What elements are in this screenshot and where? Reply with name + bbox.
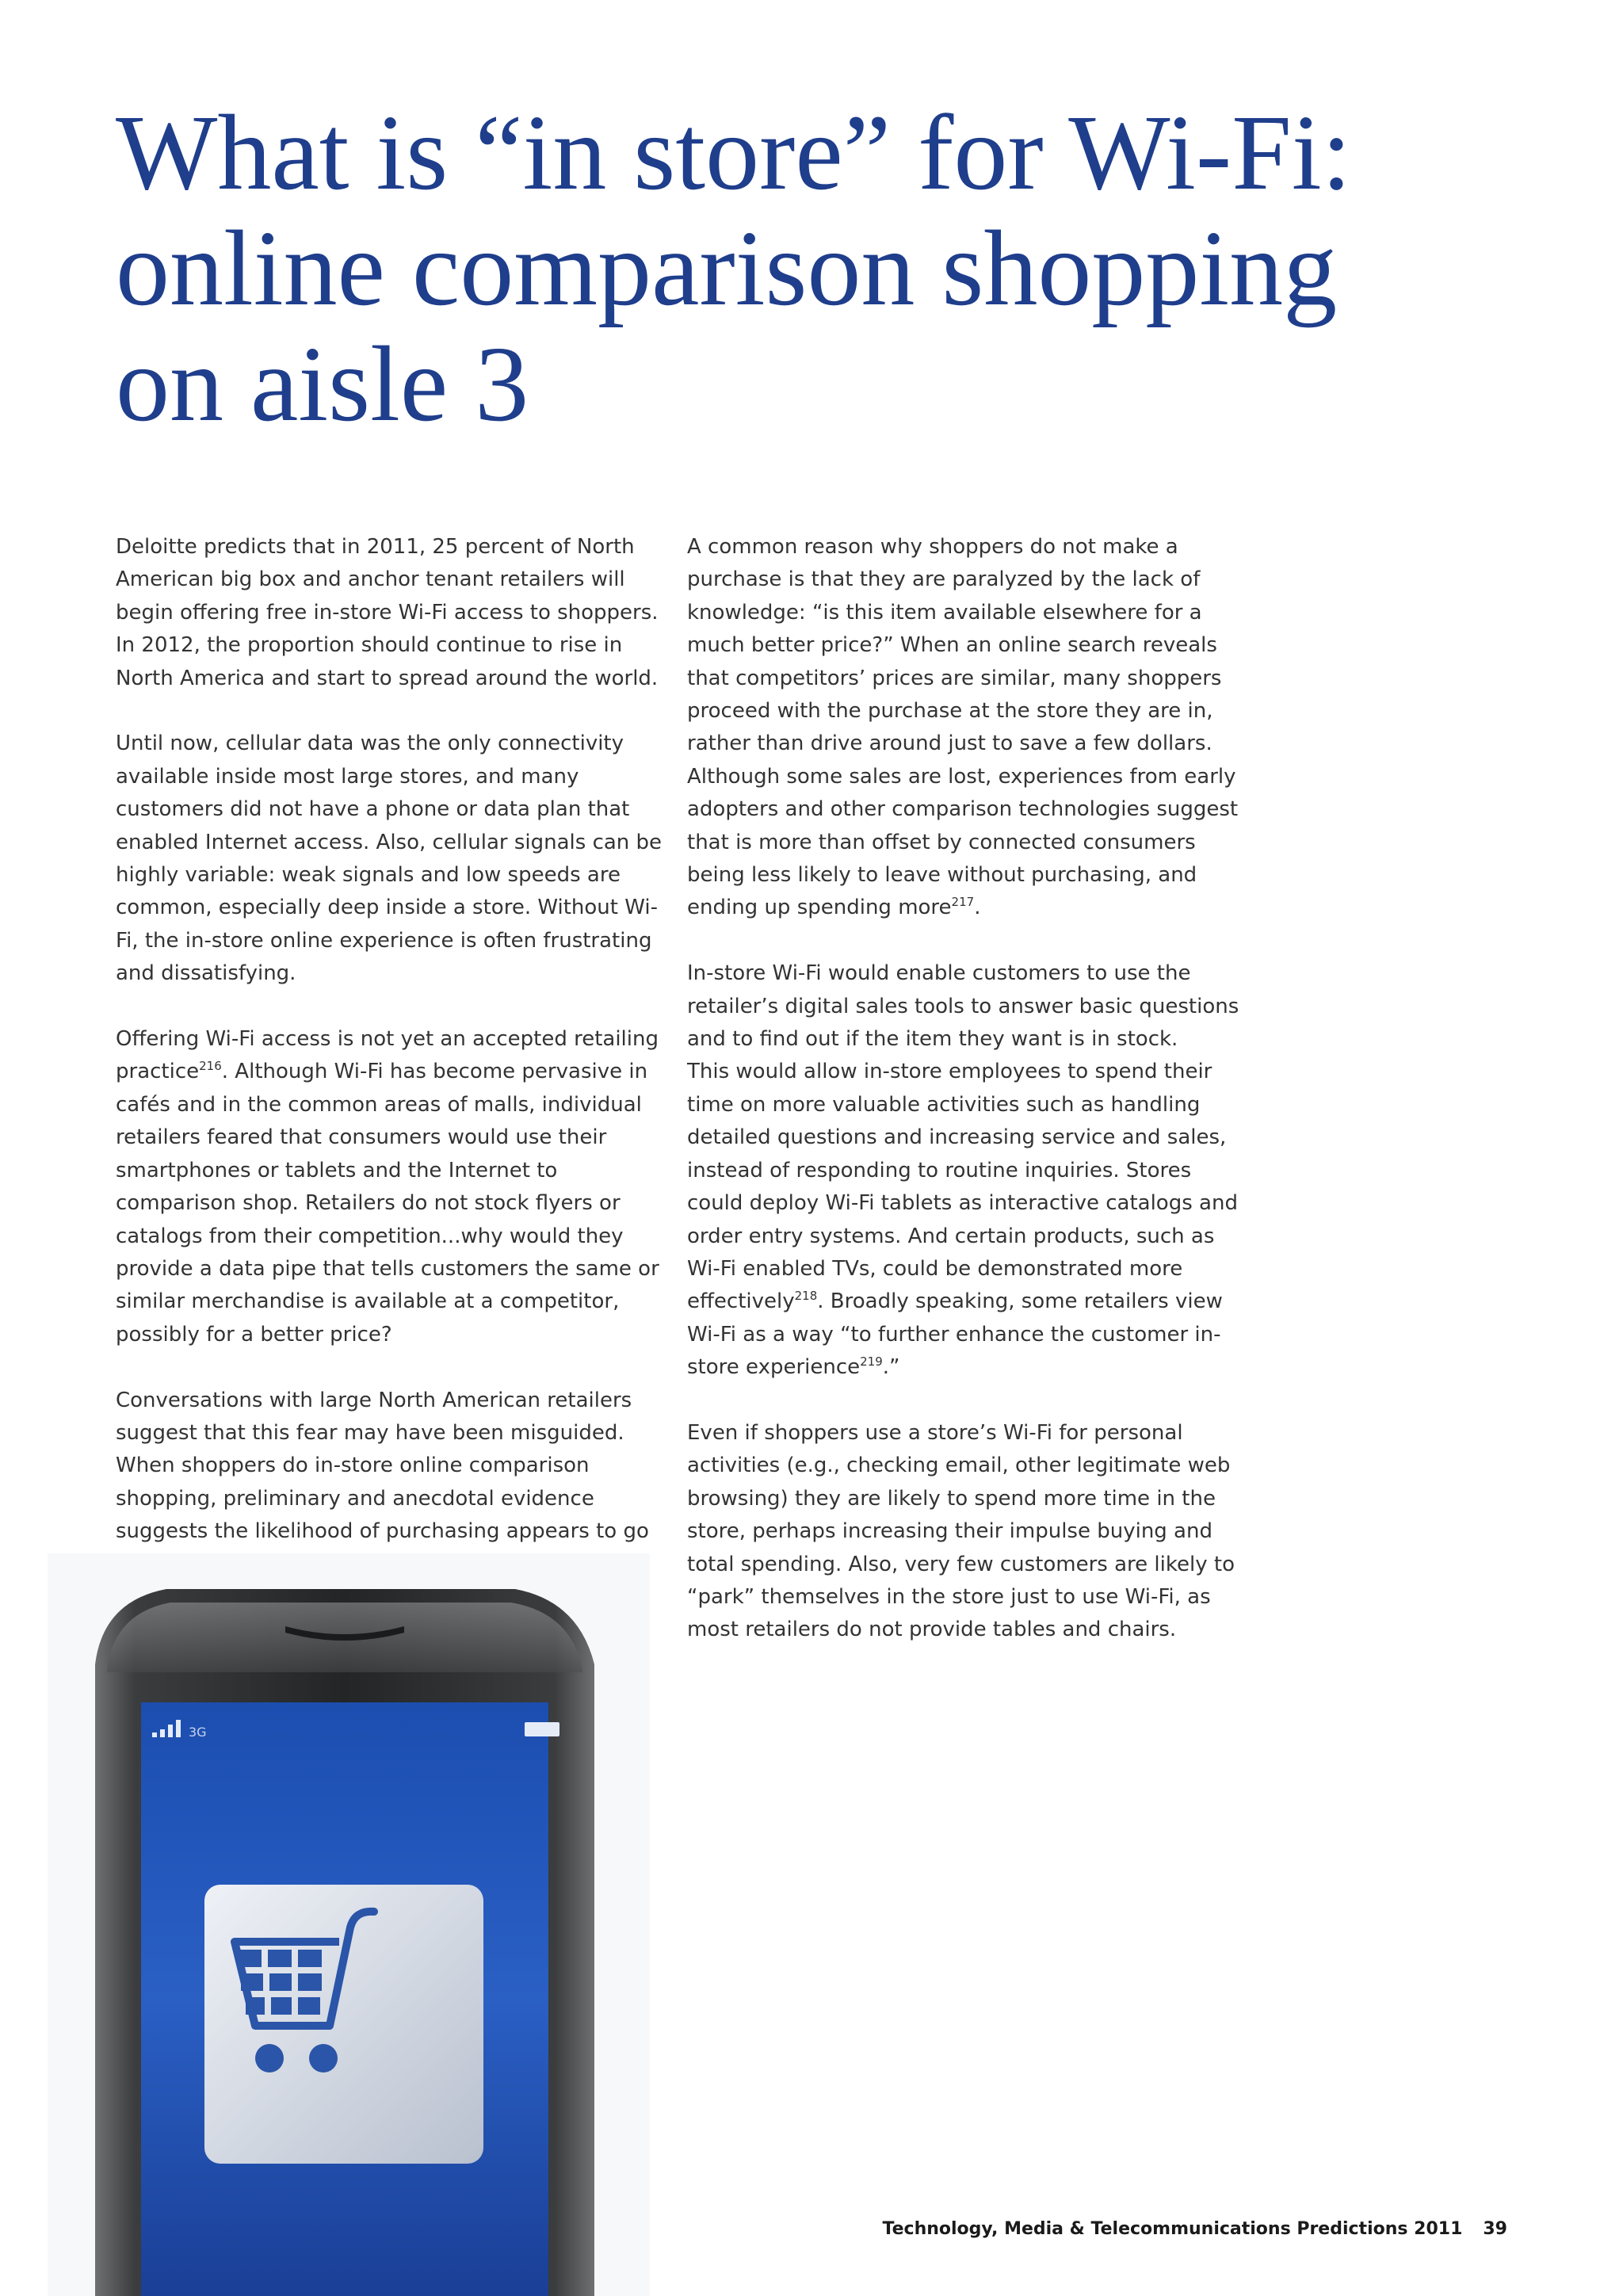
left-paragraph-3-text-b: . Although Wi-Fi has become pervasive in cafés and in the common areas of malls, individual retailers feared that consumers would use their smartphones or tablets and the Internet to comparison shop. Retailers do not stock flyers or catalogs from their competition...why would they provide a data pipe that tells customers the same or similar merchandise is available at a competitor, possibly for a better price?	[116, 1060, 659, 1347]
page-footer	[883, 2219, 1507, 2239]
right-paragraph-1	[687, 531, 1242, 925]
footnote-ref-219: 219	[860, 1354, 883, 1370]
left-paragraph-4: Conversations with large North American retailers suggest that this fear may have been misguided. When shoppers do in-store online comparison shopping, preliminary and anecdotal evidence suggests the likelihood of purchasing appears to go	[116, 1388, 649, 1544]
left-paragraph-1: Deloitte predicts that in 2011, 25 percent of North American big box and anchor tenant retailers will begin offering free in-store Wi-Fi access to shoppers. In 2012, the proportion should continue to rise in North America and start to spread around the world.	[116, 535, 659, 690]
footnote-ref-218: 218	[794, 1289, 818, 1304]
footnote-ref-217: 217	[951, 895, 975, 910]
left-column	[116, 531, 663, 1614]
page-title	[116, 95, 1463, 442]
smartphone-illustration	[48, 1553, 650, 2296]
left-paragraph-3	[116, 1023, 663, 1351]
footnote-ref-216: 216	[199, 1059, 222, 1074]
page-number: 39	[1483, 2219, 1507, 2239]
right-paragraph-2-text-a: In-store Wi-Fi would enable customers to use the retailer’s digital sales tools to answer basic questions and to find out if the item they want is in stock.	[687, 961, 1239, 1052]
left-paragraph-3-text-a: Offering Wi-Fi access is not yet an accepted retailing practice	[116, 1027, 659, 1084]
left-paragraph-2: Until now, cellular data was the only connectivity available inside most large stores, and many customers did not have a phone or data plan that enabled Internet access. Also, cellular signals can be highly variable: weak signals and low speeds are common, especially deep inside a store. Without Wi-Fi, the in-store online experience is often frustrating and dissatisfying.	[116, 732, 663, 986]
publication-title: Technology, Media & Telecommunications Predictions 2011	[882, 2219, 1463, 2239]
title-line-1: What is “in store” for Wi-Fi:	[116, 94, 1352, 212]
smartphone-graphic	[48, 1553, 650, 2296]
right-paragraph-1-text-a: A common reason why shoppers do not make a purchase is that they are paralyzed by the lack of knowledge: “is this item available elsewhere for a much better price?” When an online search reveals that competitors’ prices are similar, many shoppers proceed with the purchase at the store they are in, rather than drive around just to save a few dollars. Although some sales are lost, experiences from early adopters and other comparison technologies suggest that is more than offset by connected consumers being less likely to leave without purchasing, and ending up spending more	[687, 535, 1239, 920]
title-line-2: online comparison shopping	[116, 209, 1338, 328]
right-paragraph-1-text-b: .	[974, 896, 981, 920]
right-paragraph-2	[687, 957, 1242, 1384]
right-paragraph-2-text-b: This would allow in-store employees to spend their time on more valuable activities such as handling detailed questions and increasing service and sales, instead of responding to routine inquiries. Stores could deploy Wi-Fi tablets as interactive catalogs and order entry systems. And certain products, such as Wi-Fi enabled TVs, could be demonstrated more effectively	[687, 1060, 1238, 1314]
right-paragraph-2-text-c: . Broadly speaking, some retailers view Wi-Fi as a way “to further enhance the customer in-store experience	[687, 1289, 1223, 1380]
right-column	[687, 531, 1242, 1679]
title-line-3: on aisle 3	[116, 325, 529, 444]
right-paragraph-2-text-d: .”	[882, 1355, 900, 1380]
shopping-app-tile	[204, 1885, 483, 2164]
network-label: 3G	[189, 1725, 207, 1740]
right-paragraph-3: Even if shoppers use a store’s Wi-Fi for personal activities (e.g., checking email, other legitimate web browsing) they are likely to spend more time in the store, perhaps increasing their impulse buying and total spending. Also, very few customers are likely to “park” themselves in the store just to use Wi-Fi, as most retailers do not provide tables and chairs.	[687, 1420, 1235, 1642]
battery-icon	[525, 1722, 559, 1736]
